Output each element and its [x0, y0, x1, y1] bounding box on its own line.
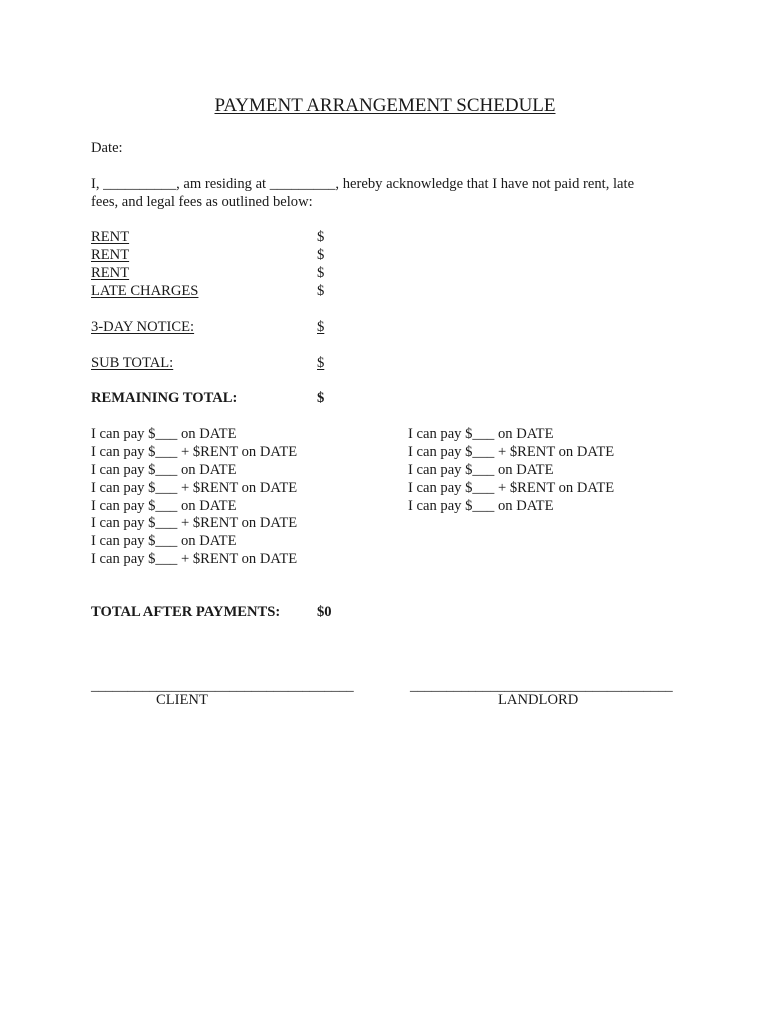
remaining-total-amount: $	[317, 390, 325, 406]
payment-line: I can pay $___ on DATE	[408, 462, 554, 478]
charge-label: RENT	[91, 247, 130, 263]
client-signature-label: CLIENT	[156, 692, 208, 708]
payment-line: I can pay $___ + $RENT on DATE	[91, 480, 298, 496]
charge-label: RENT	[91, 229, 130, 245]
notice-amount: $	[317, 319, 325, 335]
payment-line: I can pay $___ on DATE	[408, 498, 554, 514]
payment-line: I can pay $___ + $RENT on DATE	[91, 515, 298, 531]
payment-line: I can pay $___ + $RENT on DATE	[91, 444, 298, 460]
landlord-signature-line: ____________________________________	[410, 678, 673, 694]
landlord-signature-label: LANDLORD	[498, 692, 579, 708]
payment-line: I can pay $___ on DATE	[408, 426, 554, 442]
charge-amount: $	[317, 247, 325, 263]
date-label: Date:	[91, 140, 123, 156]
total-after-payments-amount: $0	[317, 604, 332, 620]
intro-line-1: I, __________, am residing at _________, hereby acknowledge that I have not paid rent, late	[91, 176, 635, 192]
charge-label: LATE CHARGES	[91, 283, 199, 299]
remaining-total-label: REMAINING TOTAL:	[91, 390, 238, 406]
charge-amount: $	[317, 283, 325, 299]
payment-line: I can pay $___ on DATE	[91, 498, 237, 514]
charge-amount: $	[317, 229, 325, 245]
total-after-payments-label: TOTAL AFTER PAYMENTS:	[91, 604, 281, 620]
charge-label: RENT	[91, 265, 130, 281]
subtotal-label: SUB TOTAL:	[91, 355, 174, 371]
payment-line: I can pay $___ on DATE	[91, 533, 237, 549]
payment-line: I can pay $___ + $RENT on DATE	[408, 444, 615, 460]
notice-label: 3-DAY NOTICE:	[91, 319, 195, 335]
payment-line: I can pay $___ on DATE	[91, 462, 237, 478]
subtotal-amount: $	[317, 355, 325, 371]
charge-amount: $	[317, 265, 325, 281]
payment-line: I can pay $___ on DATE	[91, 426, 237, 442]
payment-line: I can pay $___ + $RENT on DATE	[91, 551, 298, 567]
document-title: PAYMENT ARRANGEMENT SCHEDULE	[214, 95, 556, 116]
intro-line-2: fees, and legal fees as outlined below:	[91, 194, 313, 210]
payment-line: I can pay $___ + $RENT on DATE	[408, 480, 615, 496]
client-signature-line: ____________________________________	[91, 678, 354, 694]
